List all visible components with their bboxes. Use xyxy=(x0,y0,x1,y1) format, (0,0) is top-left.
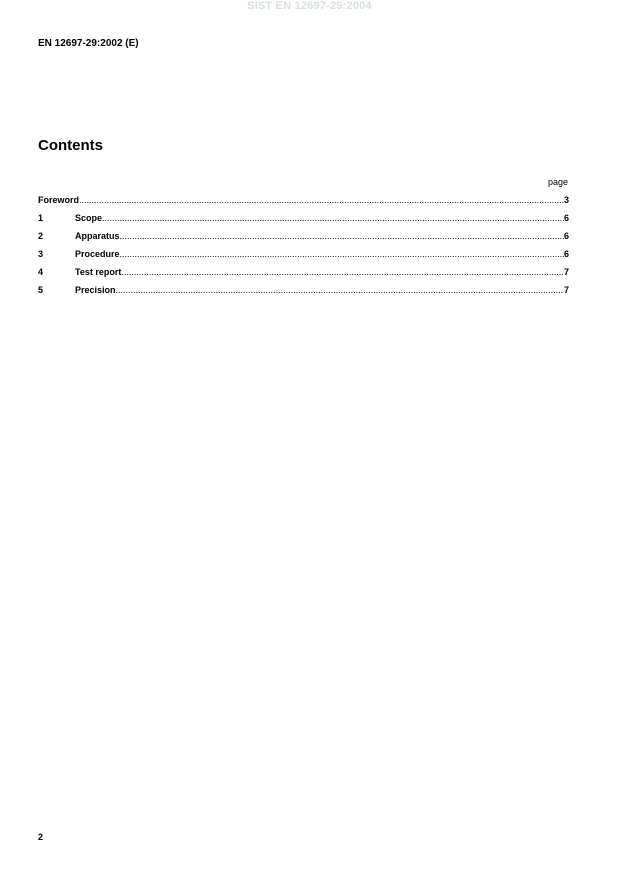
watermark-text: SIST EN 12697-29:2004 xyxy=(247,0,372,12)
toc-entry-page: 6 xyxy=(563,231,569,241)
toc-entry-page: 7 xyxy=(563,267,569,277)
toc-dot-leader xyxy=(120,249,564,259)
contents-heading: Contents xyxy=(38,137,103,154)
page-number: 2 xyxy=(38,832,44,842)
toc-entry-number: 3 xyxy=(38,249,44,259)
toc-entry-title: Apparatus xyxy=(75,231,120,241)
toc-entry-foreword[interactable] xyxy=(38,195,569,213)
toc-entry-page: 6 xyxy=(563,213,569,223)
toc-entry-scope[interactable] xyxy=(38,213,569,231)
toc-entry-title: Procedure xyxy=(75,249,120,259)
toc-entry-number: 2 xyxy=(38,231,44,241)
toc-entry-procedure[interactable] xyxy=(38,249,569,267)
toc-dot-leader xyxy=(116,285,564,295)
toc-entry-title: Scope xyxy=(75,213,103,223)
toc-dot-leader xyxy=(102,213,564,223)
toc-entry-page: 7 xyxy=(563,285,569,295)
toc-dot-leader xyxy=(120,231,564,241)
toc-dot-leader xyxy=(79,195,564,205)
toc-entry-number: 5 xyxy=(38,285,44,295)
page-column-label: page xyxy=(547,177,568,187)
toc-entry-page: 3 xyxy=(563,195,569,205)
toc-entry-apparatus[interactable] xyxy=(38,231,569,249)
toc-dot-leader xyxy=(121,267,564,277)
toc-entry-title: Foreword xyxy=(38,195,80,205)
table-of-contents xyxy=(38,195,569,303)
toc-entry-number: 4 xyxy=(38,267,44,277)
toc-entry-number: 1 xyxy=(38,213,44,223)
toc-entry-precision[interactable] xyxy=(38,285,569,303)
toc-entry-test-report[interactable] xyxy=(38,267,569,285)
document-id: EN 12697-29:2002 (E) xyxy=(38,38,139,49)
toc-entry-title: Test report xyxy=(75,267,122,277)
toc-entry-title: Precision xyxy=(75,285,116,295)
toc-entry-page: 6 xyxy=(563,249,569,259)
